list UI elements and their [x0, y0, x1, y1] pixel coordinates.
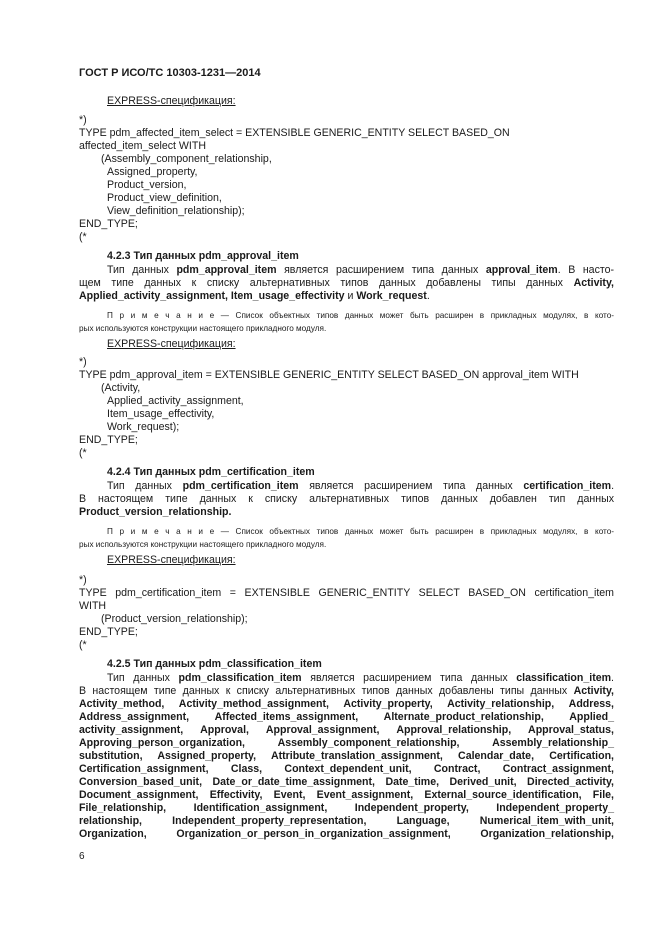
- code-line: END_TYPE;: [79, 434, 138, 446]
- express-spec-label: EXPRESS-спецификация:: [107, 95, 236, 107]
- express-spec-label: EXPRESS-спецификация:: [107, 554, 236, 566]
- code-line: END_TYPE;: [79, 218, 138, 230]
- paragraph-line: Organization, Organization_or_person_in_organization_assignment, Organization_relationship,: [79, 828, 614, 840]
- code-line: affected_item_select WITH: [79, 140, 206, 152]
- code-line: Product_view_definition,: [107, 192, 222, 204]
- code-line: TYPE pdm_affected_item_select = EXTENSIBLE GENERIC_ENTITY SELECT BASED_ON: [79, 127, 510, 139]
- code-line: END_TYPE;: [79, 626, 138, 638]
- note-line: П р и м е ч а н и е — Список объектных типов данных может быть расширен в прикладных модулях, в кото-: [107, 527, 614, 536]
- code-line: *): [79, 114, 87, 126]
- code-line: Work_request);: [107, 421, 180, 433]
- paragraph-line: В настоящем типе данных к списку альтернативных типов данных добавлен тип данных: [79, 493, 614, 505]
- paragraph-line: Тип данных pdm_certification_item является расширением типа данных certification_item.: [107, 480, 615, 492]
- section-heading: 4.2.5 Тип данных pdm_classification_item: [107, 658, 322, 670]
- paragraph-line: Certification_assignment, Class, Context_dependent_unit, Contract, Contract_assignment,: [79, 763, 614, 775]
- paragraph-line: activity_assignment, Approval, Approval_assignment, Approval_relationship, Approval_status,: [79, 724, 614, 736]
- express-spec-label: EXPRESS-спецификация:: [107, 338, 236, 350]
- note-line: рых используются конструкции настоящего прикладного модуля.: [79, 540, 327, 549]
- paragraph-line: substitution, Assigned_property, Attribute_translation_assignment, Calendar_date, Certification,: [79, 750, 614, 762]
- paragraph-line: Тип данных pdm_classification_item является расширением типа данных classification_item.: [107, 672, 614, 684]
- code-line: Product_version,: [107, 179, 187, 191]
- paragraph-line: Address_assignment, Affected_items_assignment, Alternate_product_relationship, Applied_: [79, 711, 614, 723]
- code-line: Applied_activity_assignment,: [107, 395, 244, 407]
- code-line: *): [79, 574, 87, 586]
- paragraph-line: relationship, Independent_property_representation, Language, Numerical_item_with_unit,: [79, 815, 614, 827]
- section-heading: 4.2.4 Тип данных pdm_certification_item: [107, 466, 315, 478]
- code-line: (*: [79, 639, 87, 651]
- paragraph-line: Document_assignment, Effectivity, Event, Event_assignment, External_source_identification, File,: [79, 789, 614, 801]
- code-line: (Product_version_relationship);: [101, 613, 248, 625]
- note-line: рых используются конструкции настоящего прикладного модуля.: [79, 324, 327, 333]
- paragraph-line: Тип данных pdm_approval_item является расширением типа данных approval_item. В насто-: [107, 264, 615, 276]
- code-line: TYPE pdm_approval_item = EXTENSIBLE GENERIC_ENTITY SELECT BASED_ON approval_item WITH: [79, 369, 579, 381]
- paragraph-line: Applied_activity_assignment, Item_usage_effectivity и Work_request.: [79, 290, 430, 302]
- code-line: (Activity,: [101, 382, 141, 394]
- section-heading: 4.2.3 Тип данных pdm_approval_item: [107, 250, 299, 262]
- note-line: П р и м е ч а н и е — Список объектных типов данных может быть расширен в прикладных модулях, в кото-: [107, 311, 614, 320]
- paragraph-line: В настоящем типе данных к списку альтернативных типов данных добавлены типы данных Activity,: [79, 685, 614, 697]
- code-line: WITH: [79, 600, 107, 612]
- page-header: ГОСТ Р ИСО/ТС 10303-1231—2014: [79, 67, 261, 79]
- code-line: (*: [79, 447, 87, 459]
- code-line: *): [79, 356, 87, 368]
- paragraph-line: File_relationship, Identification_assignment, Independent_property, Independent_property_: [79, 802, 614, 814]
- code-line: (Assembly_component_relationship,: [101, 153, 272, 165]
- code-line: Assigned_property,: [107, 166, 198, 178]
- paragraph-line: Approving_person_organization, Assembly_component_relationship, Assembly_relationship_: [79, 737, 614, 749]
- code-line: (*: [79, 231, 87, 243]
- paragraph-line: щем типе данных к списку альтернативных типов данных добавлены типы данных Activity,: [79, 277, 614, 289]
- code-line: TYPE pdm_certification_item = EXTENSIBLE GENERIC_ENTITY SELECT BASED_ON certification_item: [79, 587, 614, 599]
- code-line: View_definition_relationship);: [107, 205, 245, 217]
- paragraph-line: Product_version_relationship.: [79, 506, 232, 518]
- paragraph-line: Conversion_based_unit, Date_or_date_time_assignment, Date_time, Derived_unit, Directed_activity,: [79, 776, 614, 788]
- code-line: Item_usage_effectivity,: [107, 408, 215, 420]
- paragraph-line: Activity_method, Activity_method_assignment, Activity_property, Activity_relationship, Address,: [79, 698, 614, 710]
- page-number: 6: [79, 851, 85, 862]
